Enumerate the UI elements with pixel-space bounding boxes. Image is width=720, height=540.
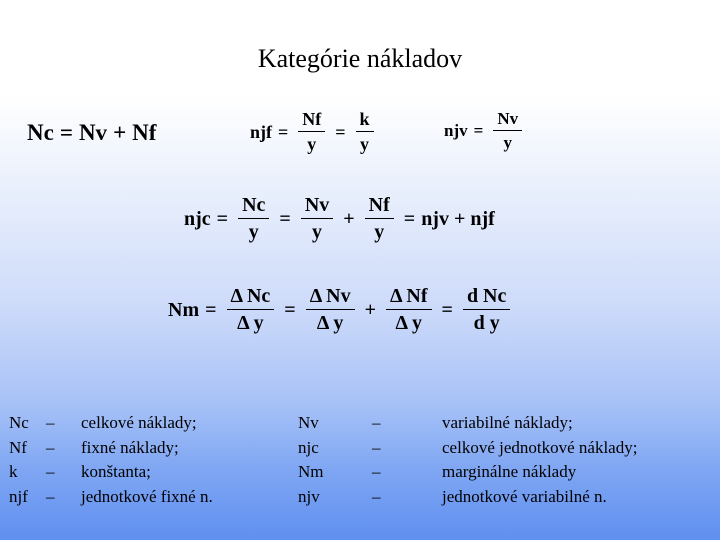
equation-total-cost — [27, 121, 156, 144]
eq3-lhs: njv — [444, 121, 468, 140]
legend-dash: – — [46, 462, 55, 481]
slide-title: Kategórie nákladov — [257, 44, 463, 73]
eq5-denominator-1: Δ y — [237, 312, 264, 334]
eq3-numerator: Nv — [493, 110, 522, 131]
legend-description: celkové jednotkové náklady; — [442, 437, 638, 457]
eq4-equals-3: = — [403, 207, 416, 230]
eq3-fraction — [493, 110, 522, 151]
eq4-numerator-2: Nv — [301, 195, 333, 219]
eq5-numerator-1: Δ Nc — [227, 286, 275, 310]
eq4-lhs: njc — [184, 207, 211, 230]
equation-unit-fixed-cost — [250, 110, 378, 153]
legend-dash: – — [372, 413, 381, 432]
eq4-equals-1: = — [216, 207, 229, 230]
eq5-denominator-2: Δ y — [316, 312, 344, 334]
eq5-denominator-3: Δ y — [395, 312, 422, 334]
legend-symbol: Nc — [9, 413, 29, 432]
eq4-numerator-3: Nf — [365, 195, 394, 219]
eq2-fraction-2 — [356, 110, 374, 153]
eq4-denominator-3: y — [374, 221, 385, 243]
eq5-numerator-2: Δ Nv — [306, 286, 355, 310]
eq4-fraction-3 — [365, 195, 394, 242]
legend-description: jednotkové variabilné n. — [442, 486, 607, 506]
legend-description: konštanta; — [81, 462, 151, 481]
legend-symbol: njf — [9, 486, 28, 506]
eq5-fraction-2 — [306, 286, 355, 333]
eq5-numerator-4: d Nc — [463, 286, 510, 310]
eq2-lhs: njf — [250, 121, 272, 142]
equation-marginal-cost — [168, 286, 514, 333]
eq2-fraction-1 — [298, 110, 325, 153]
legend-right-symbols — [298, 411, 324, 509]
eq4-fraction-2 — [301, 195, 333, 242]
legend-dash: – — [46, 437, 55, 457]
equation-unit-variable-cost — [444, 110, 526, 151]
eq5-plus: + — [364, 298, 376, 321]
eq5-fraction-4 — [463, 286, 510, 333]
legend-left-dashes — [46, 411, 55, 509]
eq2-numerator-2: k — [356, 110, 374, 132]
legend-symbol: Nv — [298, 413, 319, 432]
eq1-lhs: Nc — [27, 120, 54, 145]
legend-description: fixné náklady; — [81, 437, 179, 457]
legend-symbol: Nf — [9, 437, 27, 457]
legend-symbol: k — [9, 462, 18, 481]
eq4-equals-2: = — [279, 207, 291, 230]
equation-unit-total-cost — [184, 195, 495, 242]
legend-left-symbols — [9, 411, 29, 509]
eq1-equals: = — [59, 120, 73, 145]
legend-left-descriptions — [81, 411, 213, 509]
legend-dash: – — [372, 437, 381, 457]
eq5-equals-2: = — [284, 298, 296, 321]
eq2-denominator-1: y — [307, 134, 317, 154]
eq2-equals-1: = — [278, 121, 289, 142]
eq5-fraction-1 — [227, 286, 275, 333]
legend-right-descriptions — [442, 411, 637, 509]
legend-dash: – — [372, 462, 381, 481]
eq1-plus: + — [113, 120, 127, 145]
eq5-fraction-3 — [386, 286, 432, 333]
legend-description: celkové náklady; — [81, 413, 197, 432]
legend-symbol: njc — [298, 437, 319, 457]
eq4-denominator-1: y — [248, 221, 259, 243]
eq2-denominator-2: y — [360, 134, 370, 154]
legend-symbol: Nm — [298, 462, 324, 481]
legend-symbol: njv — [298, 486, 320, 506]
eq1-term-fixed: Nf — [132, 120, 157, 145]
eq3-denominator: y — [503, 133, 512, 152]
eq1-term-variable: Nv — [78, 120, 108, 145]
legend-description: jednotkové fixné n. — [81, 486, 213, 506]
eq5-numerator-3: Δ Nf — [386, 286, 432, 310]
eq4-rhs: njv + njf — [421, 207, 495, 230]
legend-description: marginálne náklady — [442, 462, 577, 481]
eq4-denominator-2: y — [312, 221, 323, 243]
eq5-lhs: Nm — [168, 298, 200, 321]
legend-right-dashes — [372, 411, 381, 509]
eq2-numerator-1: Nf — [298, 110, 325, 132]
legend-dash: – — [372, 486, 381, 506]
eq4-plus: + — [343, 207, 355, 230]
eq2-equals-2: = — [335, 121, 346, 142]
eq5-equals-3: = — [441, 298, 453, 321]
legend-dash: – — [46, 413, 55, 432]
legend-description: variabilné náklady; — [442, 413, 573, 432]
eq4-numerator-1: Nc — [238, 195, 269, 219]
eq5-denominator-4: d y — [473, 312, 500, 334]
legend-dash: – — [46, 486, 55, 506]
eq5-equals-1: = — [205, 298, 217, 321]
eq4-fraction-1 — [238, 195, 269, 242]
eq3-equals: = — [473, 121, 484, 140]
